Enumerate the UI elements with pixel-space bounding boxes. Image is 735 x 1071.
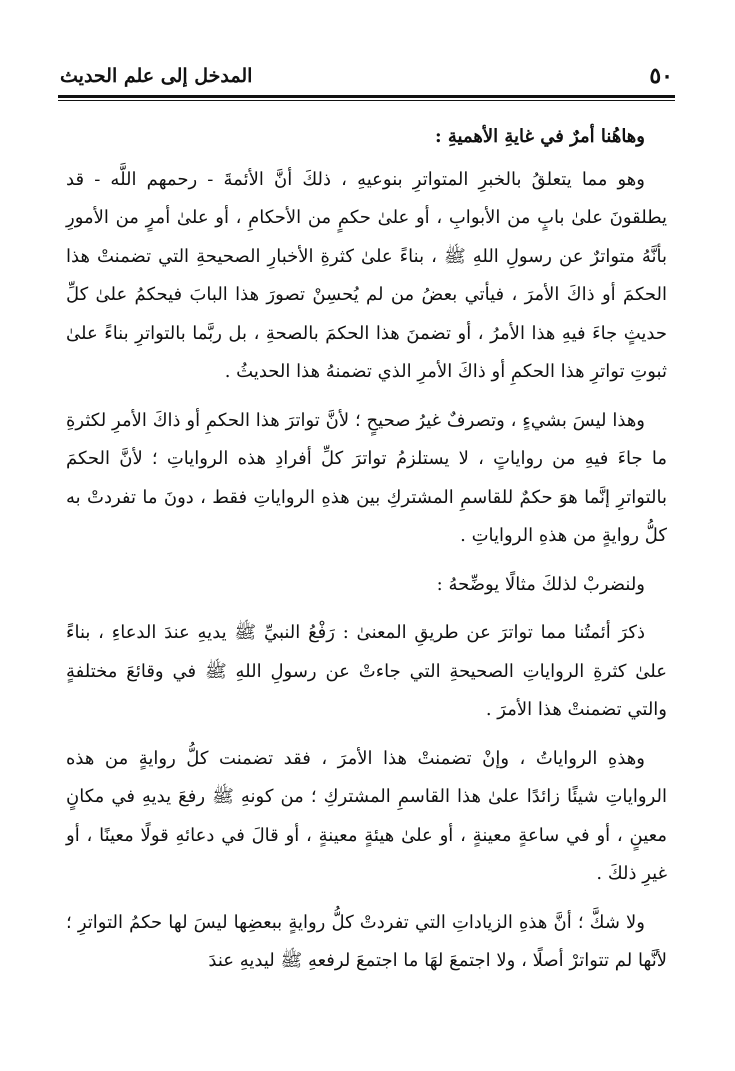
paragraph-2: وهذا ليسَ بشيءٍ ، وتصرفٌ غيرُ صحيحٍ ؛ لأنَّ تواترَ هذا الحكمِ أو ذاكَ الأمرِ لكثرةِ ما جاءَ فيهِ من رواياتٍ ، لا يستلزمُ تواترَ كلِّ أفرادِ هذه الرواياتِ ؛ لأنَّ الحكمَ بالتواترِ إنَّما هوَ حكمٌ للقاسمِ المشتركِ بين هذهِ الرواياتِ فقط ، دونَ ما تفردتْ به كلُّ روايةٍ من هذهِ الرواياتِ . (66, 409, 667, 546)
page-number: ٥٠ (649, 63, 673, 89)
header-rule-thin (58, 100, 675, 101)
body-text (66, 118, 667, 991)
section-title: وهاهُنا أمرٌ في غايةِ الأهميةِ : (434, 126, 645, 147)
paragraph-4: ذكرَ أئمتُنا مما تواترَ عن طريقِ المعنىٰ : رَفْعُ النبيِّ ﷺ يديهِ عندَ الدعاءِ ، بناءً علىٰ كثرةِ الرواياتِ الصحيحةِ التي جاءتْ عن رسولِ اللهِ ﷺ في وقائعَ مختلفةٍ والتي تضمنتْ هذا الأمرَ . (66, 622, 667, 720)
header-rule (58, 95, 675, 98)
paragraph-3: ولنضربْ لذلكَ مثالًا يوضِّحهُ : (436, 573, 645, 595)
paragraph-6: ولا شكَّ ؛ أنَّ هذهِ الزياداتِ التي تفردتْ كلُّ روايةٍ ببعضِها ليسَ لها حكمُ التواترِ ؛ لأنَّها لم تتواترْ أصلًا ، ولا اجتمعَ لهَا ما اجتمعَ لرفعهِ ﷺ ليديهِ عندَ (66, 911, 667, 971)
page-header (60, 60, 673, 92)
paragraph-1: وهو مما يتعلقُ بالخبرِ المتواترِ بنوعيهِ ، ذلكَ أنَّ الأئمةَ - رحمهم اللَّه - قد يطلقونَ علىٰ بابٍ من الأبوابِ ، أو علىٰ حكمٍ من الأحكامِ ، أو علىٰ أمرٍ من الأمورِ بأنَّهُ متواترٌ عن رسولِ اللهِ ﷺ ، بناءً علىٰ كثرةِ الأخبارِ الصحيحةِ التي تضمنتْ هذا الحكمَ أو ذاكَ الأمرَ ، فيأتي بعضُ من لم يُحسِنْ تصورَ هذا البابَ فيحكمُ علىٰ كلِّ حديثٍ جاءَ فيهِ هذا الأمرُ ، أو تضمنَ هذا الحكمَ بالصحةِ ، بل ربَّما بالتواترِ بناءً علىٰ ثبوتِ تواترِ هذا الحكمِ أو ذاكَ الأمرِ الذي تضمنهُ هذا الحديثُ . (66, 168, 667, 382)
paragraph-5: وهذهِ الرواياتُ ، وإنْ تضمنتْ هذا الأمرَ ، فقد تضمنت كلُّ روايةٍ من هذه الرواياتِ شيئًا زائدًا علىٰ هذا القاسمِ المشتركِ ؛ من كونهِ ﷺ رفعَ يديهِ في مكانٍ معينٍ ، أو في ساعةٍ معينةٍ ، أو علىٰ هيئةٍ معينةٍ ، أو قالَ في دعائهِ قولًا معينًا ، أو غيرِ ذلكَ . (66, 747, 667, 884)
running-title: المدخل إلى علم الحديث (60, 65, 253, 87)
